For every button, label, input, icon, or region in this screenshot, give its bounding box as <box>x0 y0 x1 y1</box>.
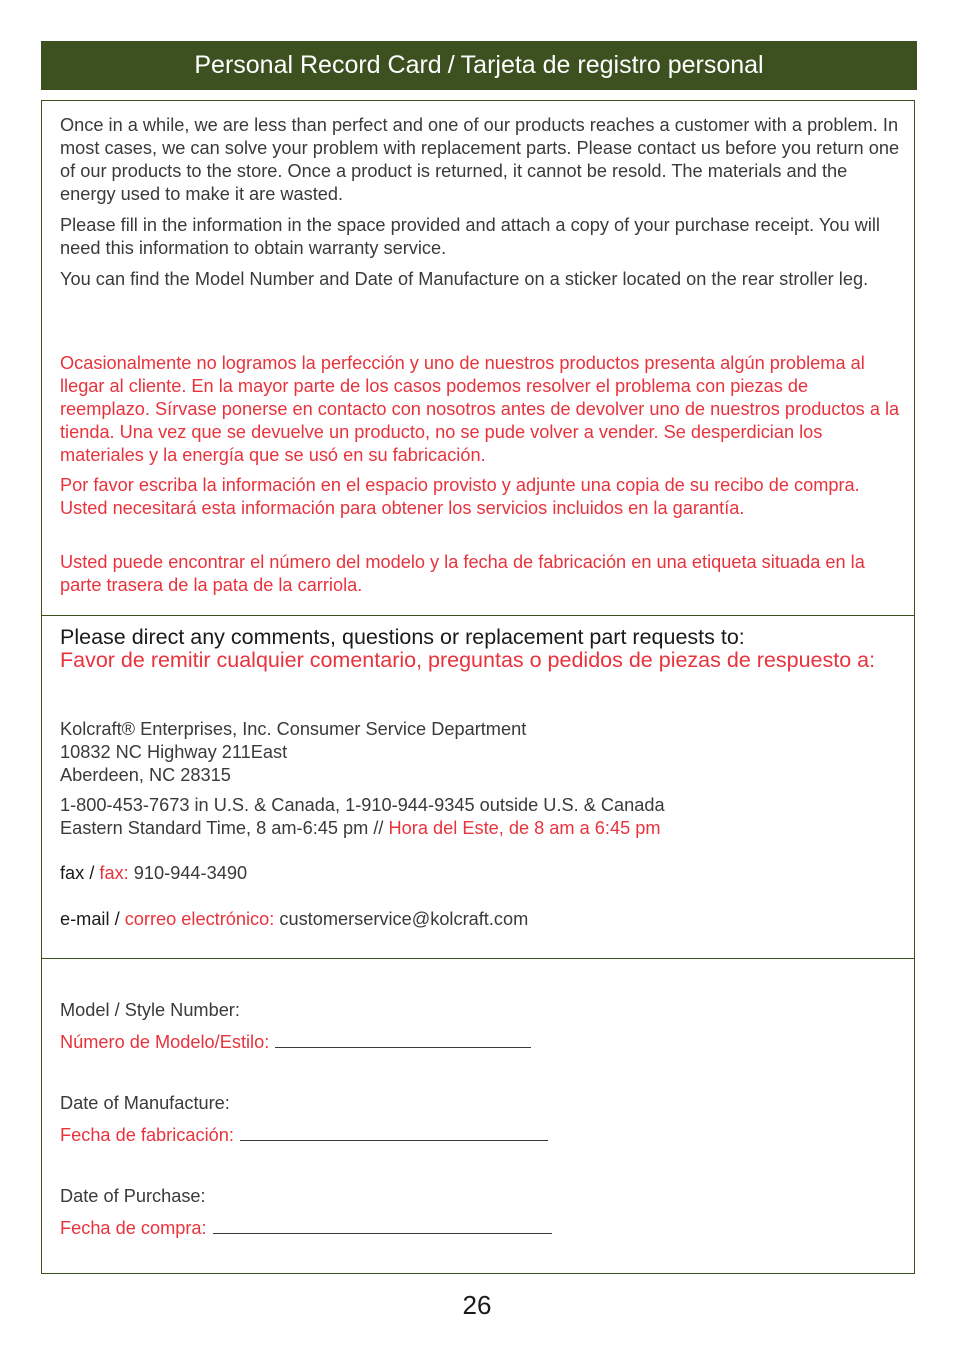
model-number-blank-line[interactable] <box>275 1030 531 1048</box>
address-line-company: Kolcraft® Enterprises, Inc. Consumer Service Department <box>60 719 527 739</box>
intro-es-paragraph-1: Ocasionalmente no logramos la perfección y uno de nuestros productos presenta algún problema al llegar al cliente. En la mayor parte de los casos podemos resolver el problema con piezas de reemplazo. Sírvase ponerse en contacto con nosotros antes de devolver uno de nuestros productos a la tienda. Una vez que se devuelve un producto, no se pude volver a vender. Se desperdician los materiales y la energía que se usó en su fabricación. <box>60 353 900 465</box>
title-separator: / <box>447 51 455 79</box>
email-label-english: e-mail / <box>60 909 125 929</box>
page-number: 26 <box>462 1290 492 1320</box>
address-line-city: Aberdeen, NC 28315 <box>60 765 231 785</box>
manufacture-date-label-english: Date of Manufacture: <box>60 1093 230 1113</box>
purchase-date-label-spanish: Fecha de compra: <box>60 1218 207 1238</box>
page-header <box>41 41 917 90</box>
model-number-field <box>60 1030 902 1054</box>
contact-section <box>41 615 915 960</box>
fax-label-english: fax / <box>60 863 100 883</box>
intro-section <box>41 100 915 616</box>
contact-fax <box>60 862 902 885</box>
intro-en-paragraph-3: You can find the Model Number and Date of Manufacture on a sticker located on the rear stroller leg. <box>60 269 869 289</box>
contact-heading-english: Please direct any comments, questions or replacement part requests to: <box>60 625 745 649</box>
purchase-date-field <box>60 1216 902 1240</box>
address-line-street: 10832 NC Highway 211East <box>60 742 288 762</box>
manufacture-date-field <box>60 1123 902 1147</box>
phone-numbers: 1-800-453-7673 in U.S. & Canada, 1-910-944-9345 outside U.S. & Canada <box>60 795 665 815</box>
email-address: customerservice@kolcraft.com <box>279 909 529 929</box>
contact-heading-spanish: Favor de remitir cualquier comentario, preguntas o pedidos de piezas de respuesto a: <box>60 648 876 672</box>
model-number-label-spanish: Número de Modelo/Estilo: <box>60 1032 270 1052</box>
hours-english: Eastern Standard Time, 8 am-6:45 pm // <box>60 818 389 838</box>
purchase-date-blank-line[interactable] <box>213 1216 552 1234</box>
contact-email <box>60 908 902 931</box>
record-form-section <box>41 958 915 1274</box>
title-english: Personal Record Card <box>194 51 442 79</box>
intro-en-paragraph-1: Once in a while, we are less than perfect and one of our products reaches a customer with a problem. In most cases, we can solve your problem with replacement parts. Please contact us before you return one of our products to the store. Once a product is returned, it cannot be resold. The materials and the energy used to make it are wasted. <box>60 115 900 204</box>
intro-en-paragraph-2: Please fill in the information in the space provided and attach a copy of your purchase receipt. You will need this information to obtain warranty service. <box>60 215 880 258</box>
email-label-spanish: correo electrónico: <box>124 909 280 929</box>
title-spanish: Tarjeta de registro personal <box>460 51 764 79</box>
fax-number: 910-944-3490 <box>133 863 248 883</box>
business-hours <box>60 817 902 840</box>
model-number-label-english: Model / Style Number: <box>60 1000 240 1020</box>
manufacture-date-blank-line[interactable] <box>240 1123 548 1141</box>
intro-es-paragraph-3: Usted puede encontrar el número del modelo y la fecha de fabricación en una etiqueta situada en la parte trasera de la pata de la carriola. <box>60 552 865 595</box>
manufacture-date-label-spanish: Fecha de fabricación: <box>60 1125 234 1145</box>
contact-phone-hours <box>60 794 902 840</box>
fax-label-spanish: fax: <box>99 863 134 883</box>
purchase-date-label-english: Date of Purchase: <box>60 1186 206 1206</box>
contact-address <box>60 718 902 787</box>
intro-es-paragraph-2: Por favor escriba la información en el espacio provisto y adjunte una copia de su recibo de compra. Usted necesitará esta información para obtener los servicios incluidos en la garantía. <box>60 475 860 518</box>
hours-spanish: Hora del Este, de 8 am a 6:45 pm <box>388 818 661 838</box>
